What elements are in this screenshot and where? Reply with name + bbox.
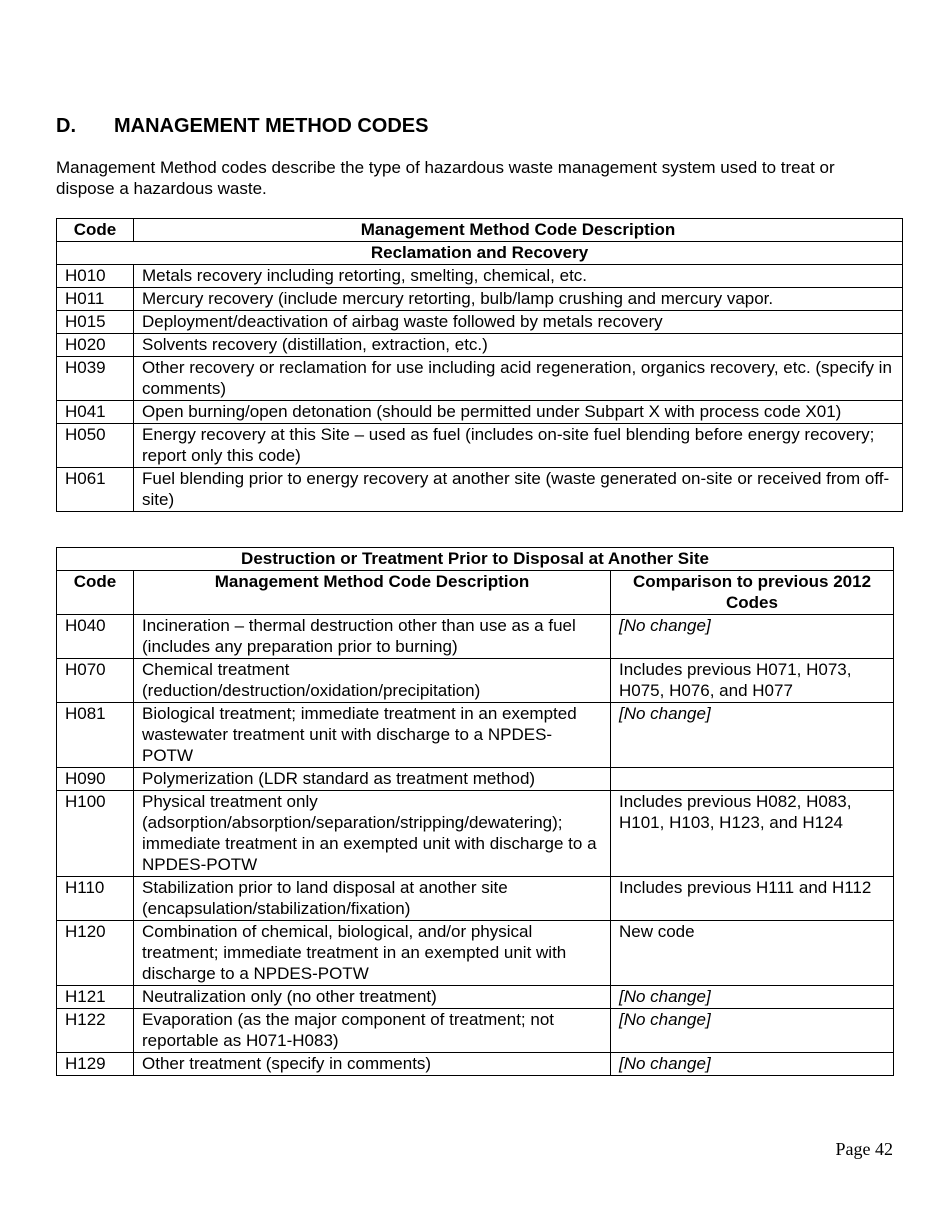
description-cell: Neutralization only (no other treatment) xyxy=(134,986,611,1009)
code-cell: H015 xyxy=(57,311,134,334)
table-row xyxy=(57,986,894,1009)
table-row xyxy=(57,288,903,311)
destruction-table xyxy=(56,547,894,1076)
table-row xyxy=(57,468,903,512)
code-cell: H129 xyxy=(57,1053,134,1076)
table-row xyxy=(57,424,903,468)
description-cell: Chemical treatment (reduction/destruction/oxidation/precipitation) xyxy=(134,659,611,703)
reclamation-table xyxy=(56,218,903,512)
comparison-cell: [No change] xyxy=(611,1053,894,1076)
group-header: Reclamation and Recovery xyxy=(57,242,903,265)
comparison-cell: Includes previous H071, H073, H075, H076, and H077 xyxy=(611,659,894,703)
group-header: Destruction or Treatment Prior to Disposal at Another Site xyxy=(57,548,894,571)
section-letter: D. xyxy=(56,115,76,137)
description-header: Management Method Code Description xyxy=(134,571,611,615)
description-cell: Polymerization (LDR standard as treatment method) xyxy=(134,768,611,791)
description-cell: Solvents recovery (distillation, extraction, etc.) xyxy=(134,334,903,357)
intro-paragraph: Management Method codes describe the type of hazardous waste management system used to treat or dispose a hazardous waste. xyxy=(56,158,835,198)
code-cell: H121 xyxy=(57,986,134,1009)
code-cell: H100 xyxy=(57,791,134,877)
code-cell: H039 xyxy=(57,357,134,401)
code-cell: H081 xyxy=(57,703,134,768)
description-cell: Open burning/open detonation (should be permitted under Subpart X with process code X01) xyxy=(134,401,903,424)
table-row xyxy=(57,877,894,921)
table-row xyxy=(57,768,894,791)
code-cell: H050 xyxy=(57,424,134,468)
code-cell: H020 xyxy=(57,334,134,357)
comparison-cell: Includes previous H082, H083, H101, H103, H123, and H124 xyxy=(611,791,894,877)
description-cell: Fuel blending prior to energy recovery at another site (waste generated on-site or received from off-site) xyxy=(134,468,903,512)
comparison-cell: [No change] xyxy=(611,986,894,1009)
description-cell: Other treatment (specify in comments) xyxy=(134,1053,611,1076)
table-row xyxy=(57,615,894,659)
code-cell: H011 xyxy=(57,288,134,311)
table-row xyxy=(57,703,894,768)
code-cell: H110 xyxy=(57,877,134,921)
description-cell: Energy recovery at this Site – used as fuel (includes on-site fuel blending before energy recovery; report only this code) xyxy=(134,424,903,468)
table-row xyxy=(57,1053,894,1076)
table-row xyxy=(57,791,894,877)
description-cell: Physical treatment only (adsorption/absorption/separation/stripping/dewatering); immediate treatment in an exempted unit with discharge to a NPDES-POTW xyxy=(134,791,611,877)
table-row xyxy=(57,357,903,401)
table-row xyxy=(57,401,903,424)
code-cell: H090 xyxy=(57,768,134,791)
description-cell: Evaporation (as the major component of treatment; not reportable as H071-H083) xyxy=(134,1009,611,1053)
description-cell: Mercury recovery (include mercury retorting, bulb/lamp crushing and mercury vapor. xyxy=(134,288,903,311)
section-title: MANAGEMENT METHOD CODES xyxy=(114,115,429,137)
section-heading xyxy=(56,115,428,138)
code-header: Code xyxy=(57,219,134,242)
code-header: Code xyxy=(57,571,134,615)
page-number: Page 42 xyxy=(835,1139,893,1159)
table-row xyxy=(57,659,894,703)
comparison-cell: New code xyxy=(611,921,894,986)
table-row xyxy=(57,311,903,334)
comparison-cell: [No change] xyxy=(611,1009,894,1053)
description-cell: Combination of chemical, biological, and/or physical treatment; immediate treatment in an exempted unit with discharge to a NPDES-POTW xyxy=(134,921,611,986)
description-header: Management Method Code Description xyxy=(134,219,903,242)
comparison-header: Comparison to previous 2012 Codes xyxy=(611,571,894,615)
comparison-cell: Includes previous H111 and H112 xyxy=(611,877,894,921)
comparison-cell xyxy=(611,768,894,791)
description-cell: Stabilization prior to land disposal at another site (encapsulation/stabilization/fixation) xyxy=(134,877,611,921)
description-cell: Deployment/deactivation of airbag waste followed by metals recovery xyxy=(134,311,903,334)
code-cell: H040 xyxy=(57,615,134,659)
description-cell: Other recovery or reclamation for use including acid regeneration, organics recovery, etc. (specify in comments) xyxy=(134,357,903,401)
comparison-cell: [No change] xyxy=(611,703,894,768)
code-cell: H061 xyxy=(57,468,134,512)
table-row xyxy=(57,265,903,288)
table-row xyxy=(57,334,903,357)
code-cell: H041 xyxy=(57,401,134,424)
description-cell: Incineration – thermal destruction other than use as a fuel (includes any preparation prior to burning) xyxy=(134,615,611,659)
code-cell: H120 xyxy=(57,921,134,986)
description-cell: Metals recovery including retorting, smelting, chemical, etc. xyxy=(134,265,903,288)
table-row xyxy=(57,1009,894,1053)
description-cell: Biological treatment; immediate treatment in an exempted wastewater treatment unit with discharge to a NPDES-POTW xyxy=(134,703,611,768)
table-row xyxy=(57,921,894,986)
code-cell: H122 xyxy=(57,1009,134,1053)
comparison-cell: [No change] xyxy=(611,615,894,659)
code-cell: H070 xyxy=(57,659,134,703)
code-cell: H010 xyxy=(57,265,134,288)
